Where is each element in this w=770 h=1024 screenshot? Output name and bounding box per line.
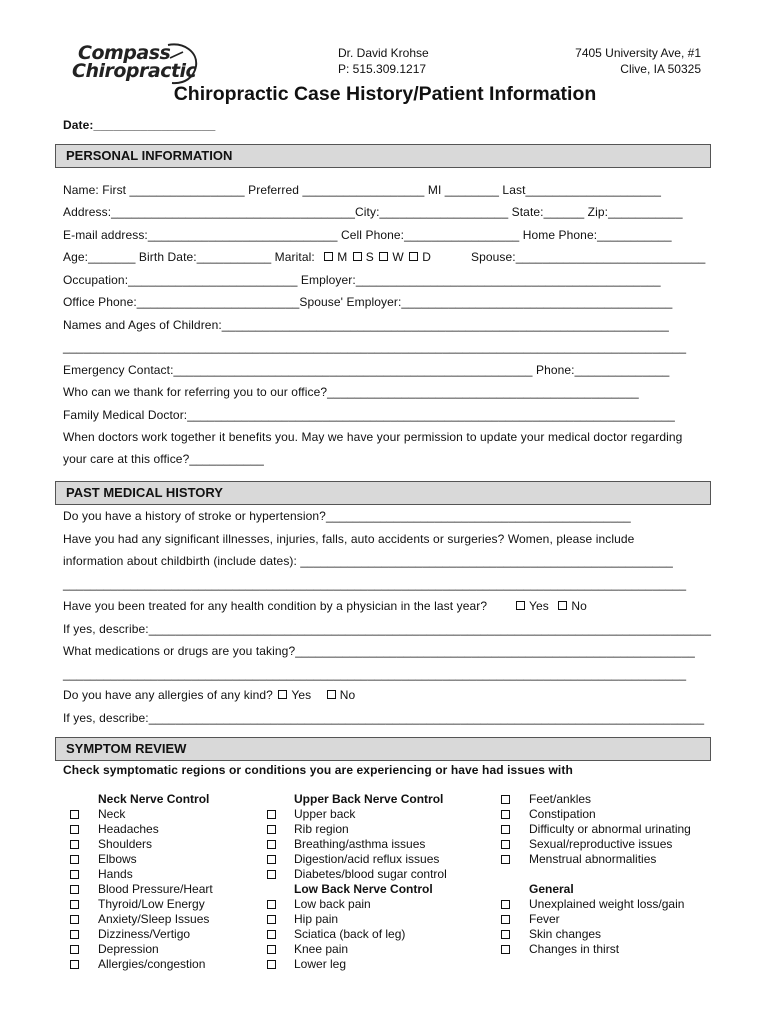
symptom-label: Sexual/reproductive issues [529,837,673,851]
symptom-checkbox[interactable] [501,855,510,864]
clinic-address-1: 7405 University Ave, #1 [575,46,701,60]
low-back-heading: Low Back Nerve Control [294,882,433,896]
symptom-column-general [529,792,691,957]
symptom-label: Diabetes/blood sugar control [294,867,447,881]
symptom-column-back [294,792,447,972]
marital-d-checkbox[interactable] [409,252,418,261]
family-doctor-field[interactable]: Family Medical Doctor:________________________________________________________________________ [63,408,675,422]
symptom-checkbox[interactable] [70,900,79,909]
emergency-contact-field[interactable]: Emergency Contact:_____________________________________________________ Phone:______________ [63,363,670,377]
symptom-label: Feet/ankles [529,792,592,806]
date-field[interactable]: Date:__________________ [63,118,216,132]
symptom-label: Shoulders [98,837,153,851]
logo-line2: Chiropractic [72,60,197,82]
occupation-field[interactable]: Occupation:_________________________ Employer:_____________________________________________ [63,273,661,287]
symptom-checkbox[interactable] [501,915,510,924]
medications-field[interactable]: What medications or drugs are you taking?___________________________________________________________ [63,644,695,658]
age-marital-row [63,250,431,264]
symptom-label: Unexplained weight loss/gain [529,897,685,911]
symptom-checkbox[interactable] [267,840,276,849]
allergies-yes-checkbox[interactable] [278,690,287,699]
symptom-checkbox[interactable] [501,795,510,804]
symptom-checkbox[interactable] [267,870,276,879]
marital-w-label: W [392,250,404,264]
symptom-checkbox[interactable] [70,855,79,864]
symptom-label: Allergies/congestion [98,957,206,971]
symptom-label: Skin changes [529,927,602,941]
symptom-label: Depression [98,942,159,956]
allergies-question: Do you have any allergies of any kind? [63,688,273,702]
symptom-label: Dizziness/Vertigo [98,927,191,941]
symptom-checkbox[interactable] [267,915,276,924]
symptom-label: Lower leg [294,957,347,971]
symptom-checkbox[interactable] [267,930,276,939]
symptom-label: Anxiety/Sleep Issues [98,912,210,926]
neck-nerve-heading: Neck Nerve Control [98,792,210,806]
allergies-no-label: No [339,688,356,702]
symptom-checkbox[interactable] [501,930,510,939]
spacer [529,867,691,882]
section-past-medical-history: PAST MEDICAL HISTORY [55,481,711,505]
compass-logo-icon [150,42,200,86]
marital-m-label: M [337,250,348,264]
illness-question: Have you had any significant illnesses, injuries, falls, auto accidents or surgeries? Women, please include [63,532,635,546]
children-field[interactable]: Names and Ages of Children:__________________________________________________________________ [63,318,669,332]
upper-back-heading: Upper Back Nerve Control [294,792,444,806]
treated-describe-field[interactable]: If yes, describe:___________________________________________________________________________________ [63,622,711,636]
symptom-column-neck [98,792,213,972]
symptom-label: Rib region [294,822,349,836]
symptom-checkbox[interactable] [501,945,510,954]
symptom-checkbox[interactable] [501,900,510,909]
allergies-row [63,688,355,702]
section-personal-information: PERSONAL INFORMATION [55,144,711,168]
treated-options [514,599,587,613]
section-symptom-review: SYMPTOM REVIEW [55,737,711,761]
treated-no-label: No [571,599,587,613]
marital-d-label: D [422,250,431,264]
general-heading: General [529,882,574,896]
symptom-label: Menstrual abnormalities [529,852,657,866]
symptom-label: Upper back [294,807,356,821]
symptom-label: Blood Pressure/Heart [98,882,213,896]
symptom-label: Elbows [98,852,137,866]
marital-s-checkbox[interactable] [353,252,362,261]
symptom-checkbox[interactable] [70,885,79,894]
symptom-label: Difficulty or abnormal urinating [529,822,691,836]
treated-question: Have you been treated for any health condition by a physician in the last year? [63,599,488,613]
illness-field-continued[interactable]: ____________________________________________________________________________________________ [63,577,687,591]
symptom-checkbox[interactable] [70,945,79,954]
office-phone-field[interactable]: Office Phone:________________________Spouse' Employer:________________________________________ [63,295,673,309]
clinic-address-2: Clive, IA 50325 [620,62,701,76]
symptom-label: Breathing/asthma issues [294,837,426,851]
symptom-label: Knee pain [294,942,349,956]
stroke-field[interactable]: Do you have a history of stroke or hypertension?_____________________________________________ [63,509,631,523]
name-field[interactable]: Name: First _________________ Preferred __________________ MI ________ Last____________________ [63,183,661,197]
spouse-field[interactable]: Spouse:____________________________ [471,250,706,264]
treated-yes-label: Yes [529,599,549,613]
symptom-label: Thyroid/Low Energy [98,897,205,911]
logo [68,42,198,86]
allergies-yes-label: Yes [291,688,312,702]
symptom-checkbox[interactable] [267,855,276,864]
page-title: Chiropractic Case History/Patient Information [173,83,597,105]
symptom-label: Digestion/acid reflux issues [294,852,440,866]
symptom-checkbox[interactable] [501,825,510,834]
symptom-checkbox[interactable] [267,825,276,834]
symptom-checkbox[interactable] [70,930,79,939]
symptom-checkbox[interactable] [501,840,510,849]
logo-line1: Compass [78,42,171,64]
symptom-label: Neck [98,807,126,821]
symptom-label: Hands [98,867,133,881]
symptom-label: Changes in thirst [529,942,620,956]
symptom-label: Headaches [98,822,159,836]
doctor-phone: P: 515.309.1217 [338,62,427,76]
permission-text: When doctors work together it benefits you. May we have your permission to update your medical doctor regarding [63,430,683,444]
age-birthdate-field[interactable]: Age:_______ Birth Date:___________ Marital: [63,250,315,264]
illness-field[interactable]: information about childbirth (include dates): _______________________________________________________ [63,554,673,568]
symptom-label: Sciatica (back of leg) [294,927,406,941]
symptom-checkbox[interactable] [267,810,276,819]
symptom-checkbox[interactable] [70,810,79,819]
symptom-checkbox[interactable] [267,900,276,909]
symptom-label: Fever [529,912,560,926]
permission-field[interactable]: your care at this office?___________ [63,452,264,466]
symptom-instructions: Check symptomatic regions or conditions you are experiencing or have had issues with [63,763,573,777]
symptom-checkbox[interactable] [267,945,276,954]
treated-yes-checkbox[interactable] [516,601,525,610]
marital-m-checkbox[interactable] [324,252,333,261]
referral-field[interactable]: Who can we thank for referring you to our office?______________________________________________ [63,385,639,399]
medications-field-continued[interactable]: ____________________________________________________________________________________________ [63,667,687,681]
address-field[interactable]: Address:____________________________________City:___________________ State:______ Zip:___________ [63,205,683,219]
allergies-describe-field[interactable]: If yes, describe:__________________________________________________________________________________ [63,711,705,725]
symptom-checkbox[interactable] [501,810,510,819]
symptom-label: Hip pain [294,912,339,926]
symptom-label: Low back pain [294,897,371,911]
symptom-label: Constipation [529,807,596,821]
marital-s-label: S [365,250,374,264]
marital-w-checkbox[interactable] [379,252,388,261]
treated-no-checkbox[interactable] [558,601,567,610]
doctor-name: Dr. David Krohse [338,46,429,60]
symptom-checkbox[interactable] [70,870,79,879]
allergies-no-checkbox[interactable] [327,690,336,699]
symptom-checkbox[interactable] [70,960,79,969]
email-phone-field[interactable]: E-mail address:____________________________ Cell Phone:_________________ Home Phone:___________ [63,228,672,242]
children-field-continued[interactable]: ____________________________________________________________________________________________ [63,340,687,354]
symptom-checkbox[interactable] [267,960,276,969]
symptom-checkbox[interactable] [70,840,79,849]
symptom-checkbox[interactable] [70,915,79,924]
symptom-checkbox[interactable] [70,825,79,834]
